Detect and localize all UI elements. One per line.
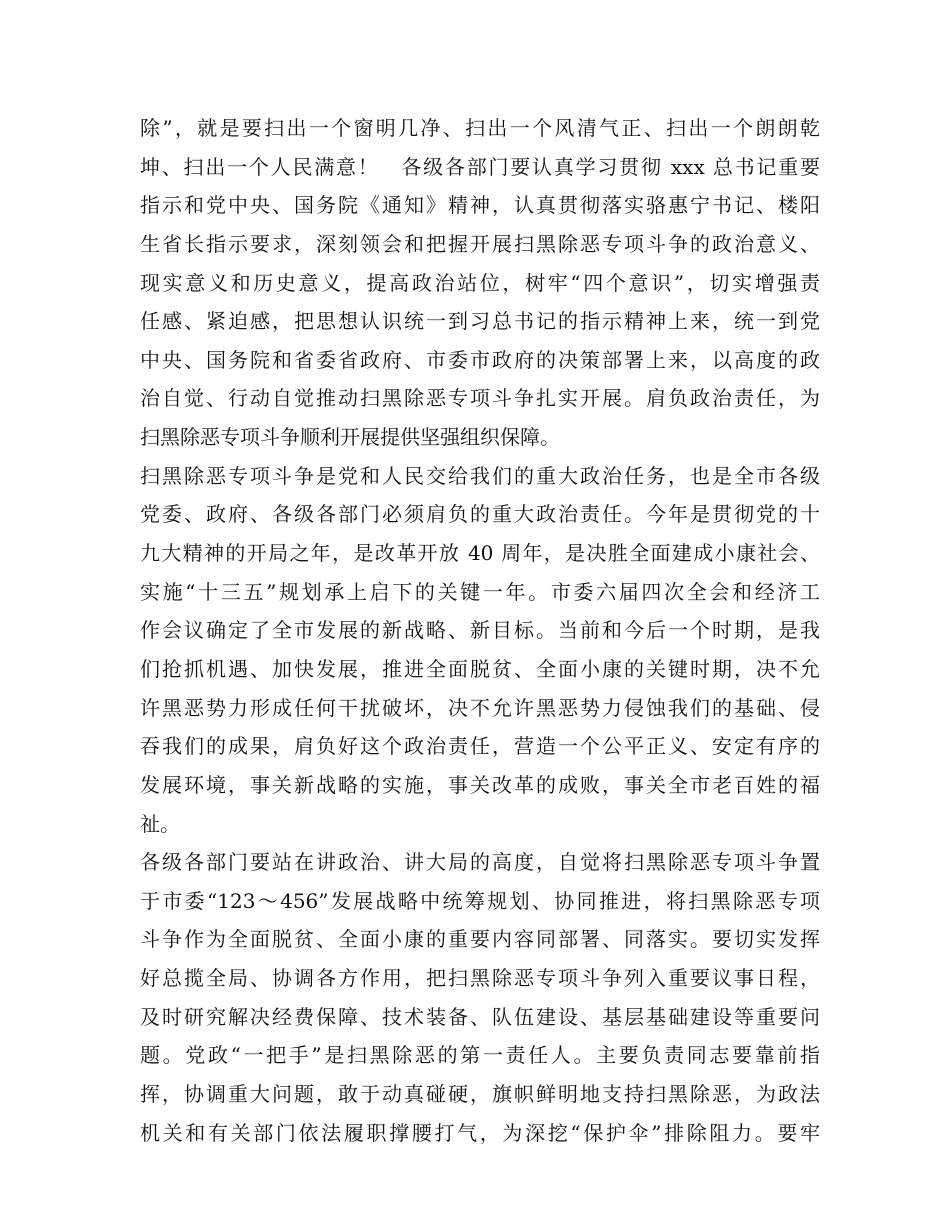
text-line: 及时研究解决经费保障、技术装备、队伍建设、基层基础建设等重要问 bbox=[140, 1004, 820, 1029]
text-line: 扫黑除恶专项斗争顺利开展提供坚强组织保障。 bbox=[140, 425, 560, 450]
text-line: 治自觉、行动自觉推动扫黑除恶专项斗争扎实开展。肩负政治责任，为 bbox=[140, 386, 820, 411]
text-line: 坤、扫出一个人民满意！ 各级各部门要认真学习贯彻 xxx 总书记重要 bbox=[140, 154, 820, 179]
text-line: 斗争作为全面脱贫、全面小康的重要内容同部署、同落实。要切实发挥 bbox=[140, 927, 820, 952]
text-line: 们抢抓机遇、加快发展，推进全面脱贫、全面小康的关键时期，决不允 bbox=[140, 656, 820, 681]
text-line: 许黑恶势力形成任何干扰破坏，决不允许黑恶势力侵蚀我们的基础、侵 bbox=[140, 695, 820, 720]
text-line: 各级各部门要站在讲政治、讲大局的高度，自觉将扫黑除恶专项斗争置 bbox=[140, 850, 820, 875]
text-line: 作会议确定了全市发展的新战略、新目标。当前和今后一个时期，是我 bbox=[140, 618, 820, 643]
text-line: 除”，就是要扫出一个窗明几净、扫出一个风清气正、扫出一个朗朗乾 bbox=[140, 116, 820, 140]
text-line: 实施“十三五”规划承上启下的关键一年。市委六届四次全会和经济工 bbox=[140, 579, 820, 604]
text-line: 发展环境，事关新战略的实施，事关改革的成败，事关全市老百姓的福 bbox=[140, 772, 820, 797]
text-line: 指示和党中央、国务院《通知》精神，认真贯彻落实骆惠宁书记、楼阳 bbox=[140, 193, 820, 218]
text-line: 吞我们的成果，肩负好这个政治责任，营造一个公平正义、安定有序的 bbox=[140, 734, 820, 759]
text-line: 党委、政府、各级各部门必须肩负的重大政治责任。今年是贯彻党的十 bbox=[140, 502, 820, 527]
text-line: 中央、国务院和省委省政府、市委市政府的决策部署上来，以高度的政 bbox=[140, 347, 820, 372]
text-line: 机关和有关部门依法履职撑腰打气，为深挖“保护伞”排除阻力。要牢 bbox=[140, 1120, 820, 1145]
text-line: 现实意义和历史意义，提高政治站位，树牢“四个意识”，切实增强责 bbox=[140, 270, 820, 295]
text-line: 生省长指示要求，深刻领会和把握开展扫黑除恶专项斗争的政治意义、 bbox=[140, 231, 820, 256]
text-line: 祉。 bbox=[140, 811, 180, 836]
text-line: 好总揽全局、协调各方作用，把扫黑除恶专项斗争列入重要议事日程， bbox=[140, 966, 820, 991]
text-line: 扫黑除恶专项斗争是党和人民交给我们的重大政治任务，也是全市各级 bbox=[140, 463, 820, 488]
text-line: 于市委“123～456”发展战略中统筹规划、协同推进，将扫黑除恶专项 bbox=[140, 888, 820, 913]
text-line: 挥，协调重大问题，敢于动真碰硬，旗帜鲜明地支持扫黑除恶，为政法 bbox=[140, 1082, 820, 1107]
text-line: 九大精神的开局之年，是改革开放 40 周年，是决胜全面建成小康社会、 bbox=[140, 541, 820, 566]
text-line: 任感、紧迫感，把思想认识统一到习总书记的指示精神上来，统一到党 bbox=[140, 309, 820, 334]
text-line: 题。党政“一把手”是扫黑除恶的第一责任人。主要负责同志要靠前指 bbox=[140, 1043, 820, 1068]
body-text bbox=[140, 109, 820, 1152]
